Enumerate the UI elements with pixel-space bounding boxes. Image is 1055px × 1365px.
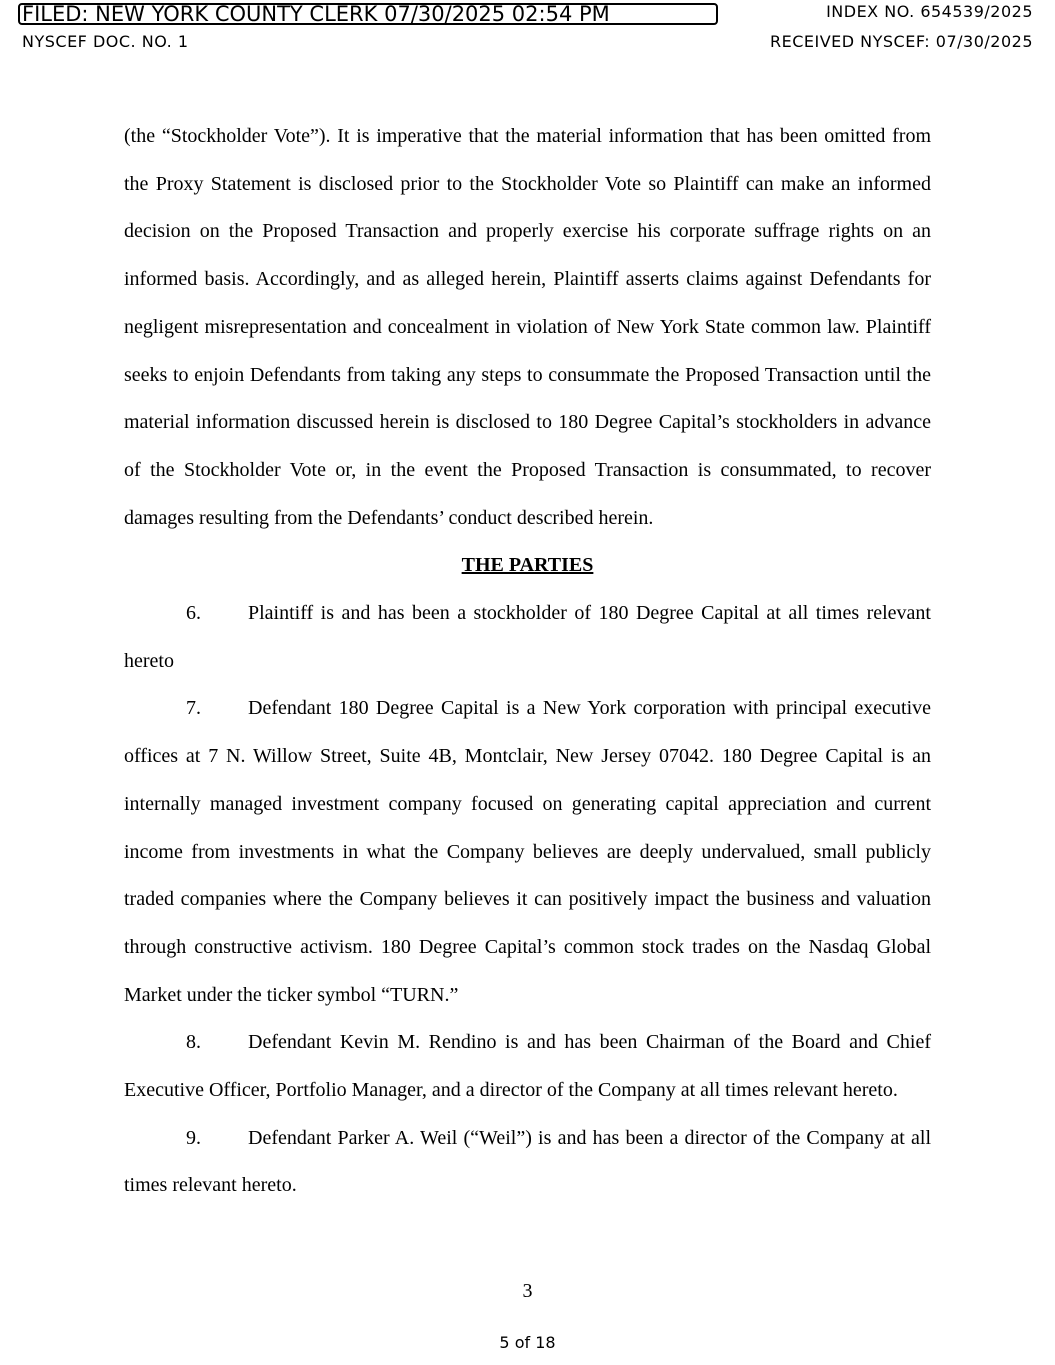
numbered-paragraph bbox=[124, 685, 931, 1019]
document-body bbox=[124, 113, 931, 1210]
page-count: 5 of 18 bbox=[499, 1333, 556, 1352]
numbered-paragraph bbox=[124, 1019, 931, 1114]
paragraph-number: 7. bbox=[186, 697, 201, 720]
nyscef-doc-number: NYSCEF DOC. NO. 1 bbox=[22, 32, 189, 51]
numbered-paragraph bbox=[124, 590, 931, 685]
paragraph-text: Plaintiff is and has been a stockholder of 180 Degree Capital at all times relevant hereto bbox=[124, 602, 931, 672]
paragraph-number: 8. bbox=[186, 1031, 201, 1054]
paragraph-number: 6. bbox=[186, 602, 201, 625]
paragraph-number: 9. bbox=[186, 1126, 201, 1149]
filed-stamp: FILED: NEW YORK COUNTY CLERK 07/30/2025 02:54 PM bbox=[18, 3, 718, 25]
paragraph-text: Defendant Kevin M. Rendino is and has been Chairman of the Board and Chief Executive Officer, Portfolio Manager, and a director of the Company at all times relevant hereto. bbox=[124, 1031, 931, 1102]
continuation-paragraph: (the “Stockholder Vote”). It is imperative that the material information that has been omitted from the Proxy Statement is disclosed prior to the Stockholder Vote so Plaintiff can make an informed decision on the Proposed Transaction and properly exercise his corporate suffrage rights on an informed basis. Accordingly, and as alleged herein, Plaintiff asserts claims against Defendants for negligent misrepresentation and concealment in violation of New York State common law. Plaintiff seeks to enjoin Defendants from taking any steps to consummate the Proposed Transaction until the material information discussed herein is disclosed to 180 Degree Capital’s stockholders in advance of the Stockholder Vote or, in the event the Proposed Transaction is consummated, to recover damages resulting from the Defendants’ conduct described herein. bbox=[124, 125, 931, 529]
received-date: RECEIVED NYSCEF: 07/30/2025 bbox=[769, 32, 1033, 51]
page-number: 3 bbox=[522, 1280, 533, 1302]
index-number: INDEX NO. 654539/2025 bbox=[826, 2, 1033, 21]
paragraph-text: Defendant 180 Degree Capital is a New York corporation with principal executive offices at 7 N. Willow Street, Suite 4B, Montclair, New Jersey 07042. 180 Degree Capital is an internally managed investment company focused on generating capital appreciation and current income from investments in what the Company believes are deeply undervalued, small publicly traded companies where the Company believes it can positively impact the business and valuation through constructive activism. 180 Degree Capital’s common stock trades on the Nasdaq Global Market under the ticker symbol “TURN.” bbox=[124, 697, 931, 1006]
paragraph-text: Defendant Parker A. Weil (“Weil”) is and has been a director of the Company at all times relevant hereto. bbox=[124, 1126, 931, 1197]
section-heading: THE PARTIES bbox=[461, 554, 594, 577]
numbered-paragraph bbox=[124, 1115, 931, 1210]
